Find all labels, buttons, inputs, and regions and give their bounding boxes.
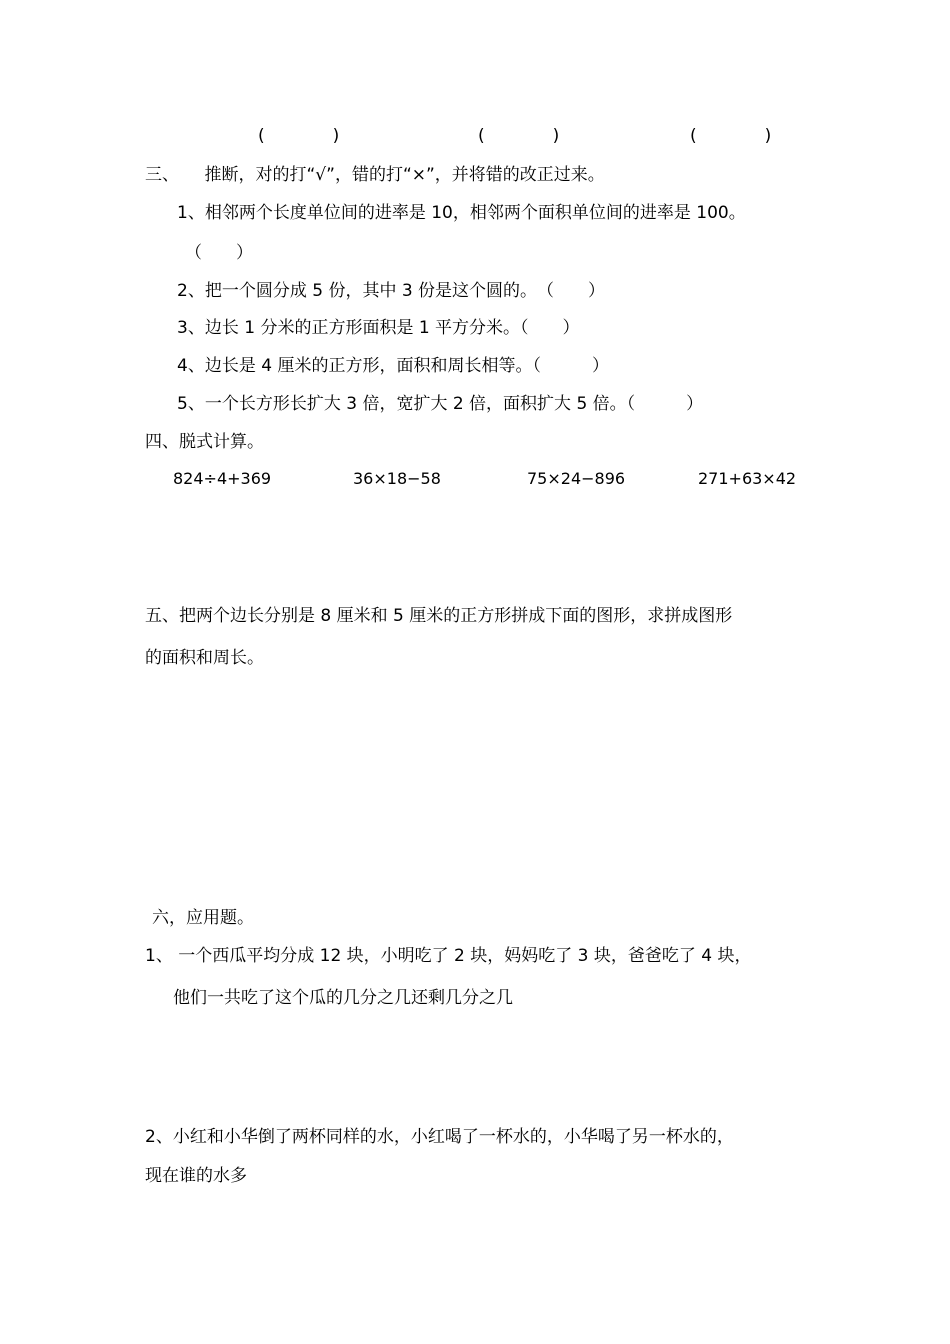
calc-expr-2: 36×18−58: [353, 469, 441, 488]
answer-bracket-2: ( ): [478, 126, 560, 146]
answer-bracket-3: ( ): [690, 126, 772, 146]
calc-expr-1: 824÷4+369: [173, 469, 272, 488]
section6-q1-line-2: 他们一共吃了这个瓜的几分之几还剩几分之几: [173, 988, 513, 1008]
calc-expr-3: 75×24−896: [527, 469, 626, 488]
section3-item-2: 2、把一个圆分成 5 份，其中 3 份是这个圆的。 （ ）: [177, 281, 606, 301]
section6-q2-line-1: 2、小红和小华倒了两杯同样的水，小红喝了一杯水的，小华喝了另一杯水的，: [145, 1127, 734, 1147]
section3-item-4: 4、边长是 4 厘米的正方形，面积和周长相等。（ ）: [177, 356, 609, 376]
section4-heading: 四、脱式计算。: [145, 432, 264, 452]
section3-heading: 三、 推断，对的打“√”，错的打“×”，并将错的改正过来。: [145, 165, 605, 185]
section3-item-5: 5、一个长方形长扩大 3 倍，宽扩大 2 倍，面积扩大 5 倍。（ ）: [177, 394, 704, 414]
section6-q1-line-1: 1、 一个西瓜平均分成 12 块，小明吃了 2 块，妈妈吃了 3 块，爸爸吃了 4 块，: [145, 946, 752, 966]
section5-line-1: 五、把两个边长分别是 8 厘米和 5 厘米的正方形拼成下面的图形，求拼成图形: [145, 606, 733, 626]
calc-expr-4: 271+63×42: [698, 469, 797, 488]
section3-item-1-bracket: （ ）: [185, 243, 253, 263]
section5-line-2: 的面积和周长。: [145, 648, 264, 668]
section6-q2-line-2: 现在谁的水多: [145, 1166, 247, 1186]
section6-heading: 六，应用题。: [152, 908, 254, 928]
section3-item-3: 3、边长 1 分米的正方形面积是 1 平方分米。（ ）: [177, 318, 580, 338]
answer-bracket-1: ( ): [258, 126, 340, 146]
section3-item-1: 1、相邻两个长度单位间的进率是 10，相邻两个面积单位间的进率是 100。: [177, 203, 746, 223]
